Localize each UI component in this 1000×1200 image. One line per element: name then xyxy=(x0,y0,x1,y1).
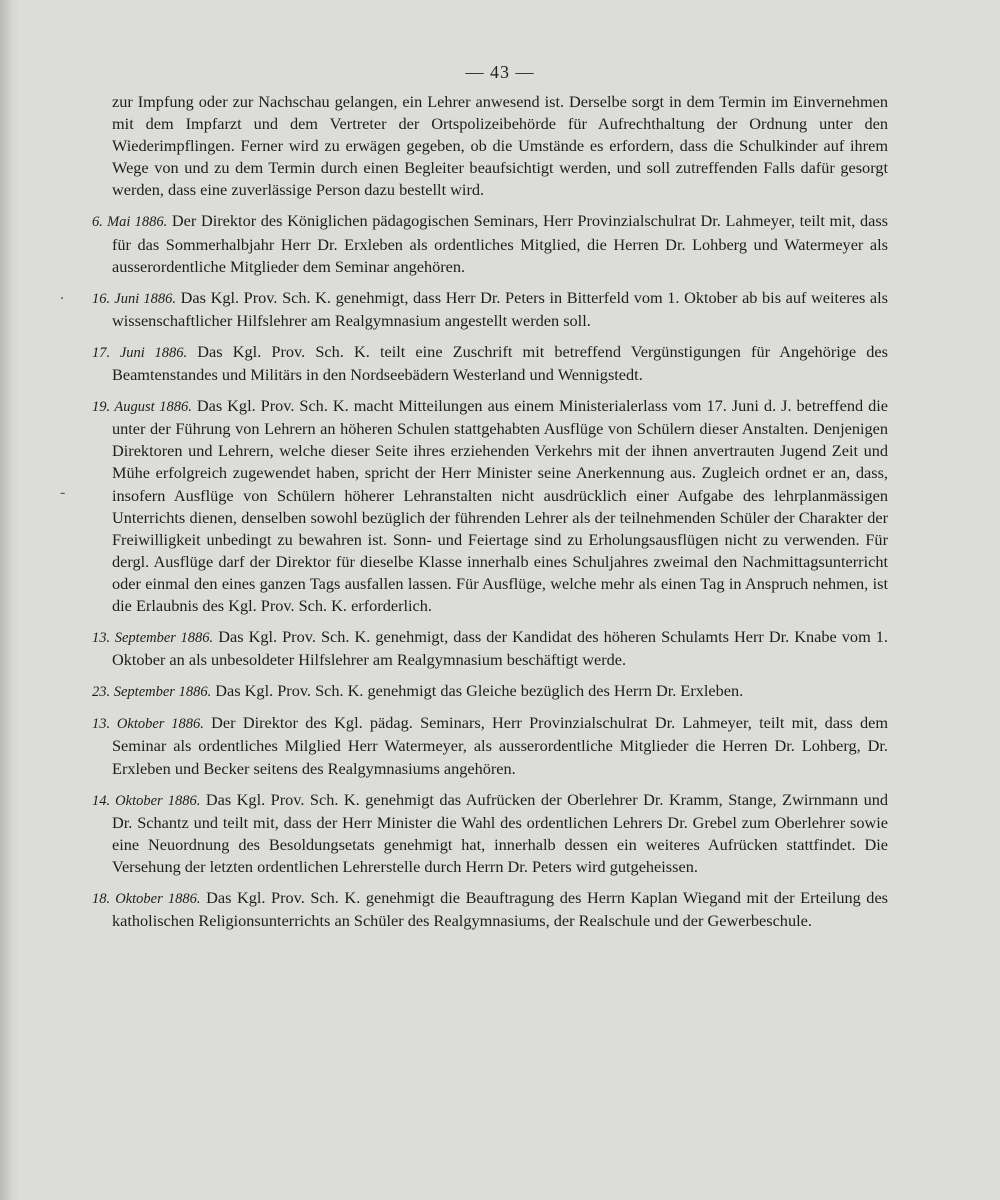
entry-text: Das Kgl. Prov. Sch. K. genehmigt das Aufrücken der Oberlehrer Dr. Kramm, Stange, Zwirnmann und Dr. Schantz und teilt mit, dass der Herr Minister die Wahl des ordentlichen Lehrers Dr. Grebel zum Oberlehrer sowie eine Neuordnung des Besoldungsetats genehmigt hat, innerhalb dessen ein weiteres Aufrücken stattfindet. Die Versehung der letzten ordentlichen Lehrerstelle durch Herrn Dr. Peters wird gutgeheissen. xyxy=(112,789,888,876)
chronicle-entry xyxy=(92,341,888,386)
chronicle-entry xyxy=(92,680,888,703)
entry-date: 18. Oktober 1886. xyxy=(92,891,201,907)
entry-date: 14. Oktober 1886. xyxy=(92,792,201,809)
entry-text: Das Kgl. Prov. Sch. K. genehmigt, dass der Kandidat des höheren Schulamts Herr Dr. Knabe vom 1. Oktober an als unbesoldeter Hilfslehrer am Realgymnasium beschäftigt werde. xyxy=(112,627,888,670)
chronicle-entry xyxy=(92,626,888,671)
margin-mark: . xyxy=(60,286,64,303)
chronicle-entry xyxy=(92,210,889,277)
chronicle-entry xyxy=(92,395,888,617)
entry-date: 16. Juni 1886. xyxy=(92,290,177,307)
entry-text: Der Direktor des Königlichen pädagogischen Seminars, Herr Provinzialschulrat Dr. Lahmeyer, teilt mit, dass für das Sommerhalbjahr Herr Dr. Erxleben als ordentliches Mitglied, die Herren Dr. Lohberg und Watermeyer als ausserordentliche Mitglieder dem Seminar angehören. xyxy=(112,211,889,276)
margin-mark: - xyxy=(60,484,66,501)
entry-date: 13. Oktober 1886. xyxy=(92,716,204,733)
page-number: — 43 — xyxy=(465,62,535,82)
intro-paragraph: zur Impfung oder zur Nachschau gelangen, ein Lehrer anwesend ist. Derselbe sorgt in dem Termin im Einvernehmen mit dem Impfarzt und dem Vertreter der Ortspolizeibehörde für Aufrechthaltung der Ordnung unter den Wiederimpflingen. Ferner wird zu erwägen gegeben, ob die Umstände es erfordern, dass die Schulkinder auf ihrem Wege von und zu dem Termin durch einen Begleiter beaufsichtigt werden, und soll zutreffenden Falls dafür gesorgt werden, dass eine zuverlässige Person dazu bestellt wird. xyxy=(112,92,888,200)
entry-text: Der Direktor des Kgl. pädag. Seminars, Herr Provinzialschulrat Dr. Lahmeyer, teilt mit, dass dem Seminar als ordentliches Milglied Herr Watermeyer, als ausserordentliche Mitglieder die Herren Dr. Lohberg, Dr. Erxleben und Becker seitens des Realgymnasiums angehören. xyxy=(112,713,889,778)
entry-date: 19. August 1886. xyxy=(92,399,192,416)
document-page xyxy=(92,62,889,932)
entry-text: Das Kgl. Prov. Sch. K. genehmigt, dass Herr Dr. Peters in Bitterfeld vom 1. Oktober ab bis auf weiteres als wissenschaftlicher Hilfslehrer am Realgymnasium angestellt werden soll. xyxy=(112,287,888,330)
entry-date: 13. September 1886. xyxy=(92,630,214,647)
chronicle-entry xyxy=(92,712,889,779)
chronicle-entry xyxy=(92,887,889,932)
entry-text: Das Kgl. Prov. Sch. K. genehmigt das Gleiche bezüglich des Herrn Dr. Erxleben. xyxy=(215,681,744,701)
entry-date: 23. September 1886. xyxy=(92,684,212,701)
entry-text: Das Kgl. Prov. Sch. K. genehmigt die Beauftragung des Herrn Kaplan Wiegand mit der Erteilung des katholischen Religionsunterrichts an Schüler des Realgymnasiums, der Realschule und der Gewerbeschule. xyxy=(112,888,889,931)
entry-date: 17. Juni 1886. xyxy=(92,344,188,361)
entry-date: 6. Mai 1886. xyxy=(92,214,168,231)
entry-text: Das Kgl. Prov. Sch. K. macht Mitteilungen aus einem Ministerialerlass vom 17. Juni d. J. betreffend die unter der Führung von Lehrern an höheren Schulen stattgehabten Ausflüge von Schülern dieser Anstalten. Denjenigen Direktoren und Lehrern, welche dieser Seite ihres erziehenden Verkehrs mit der ihnen anvertrauten Jugend Zeit und Mühe erfolgreich zugewendet haben, spricht der Herr Minister seine Anerkennung aus. Zugleich ordnet er an, dass, insofern Ausflüge von Schülern höherer Lehranstalten nicht ausdrücklich einer Aufgabe des lehrplanmässigen Unterrichts dienen, denselben sowohl bezüglich der führenden Lehrer als der teilnehmenden Schüler der Charakter der Freiwilligkeit unbedingt zu bewahren ist. Sonn- und Feiertage sind zu Erholungsausflügen nicht zu verwenden. Für dergl. Ausflüge darf der Direktor für dieselbe Klasse innerhalb eines Schuljahres zweimal den Nachmittagsunterricht oder einmal den eines ganzen Tags ausfallen lassen. Für Ausflüge, welche mehr als einen Tag in Anspruch nehmen, ist die Erlaubnis des Kgl. Prov. Sch. K. erforderlich. xyxy=(112,396,888,615)
entry-text: Das Kgl. Prov. Sch. K. teilt eine Zuschrift mit betreffend Vergünstigungen für Angehörige des Beamtenstandes und Militärs in den Nordseebädern Westerland und Wennigstedt. xyxy=(112,341,888,385)
page-binding-edge xyxy=(0,0,20,1200)
chronicle-entry xyxy=(92,789,888,878)
chronicle-entry xyxy=(92,287,888,332)
